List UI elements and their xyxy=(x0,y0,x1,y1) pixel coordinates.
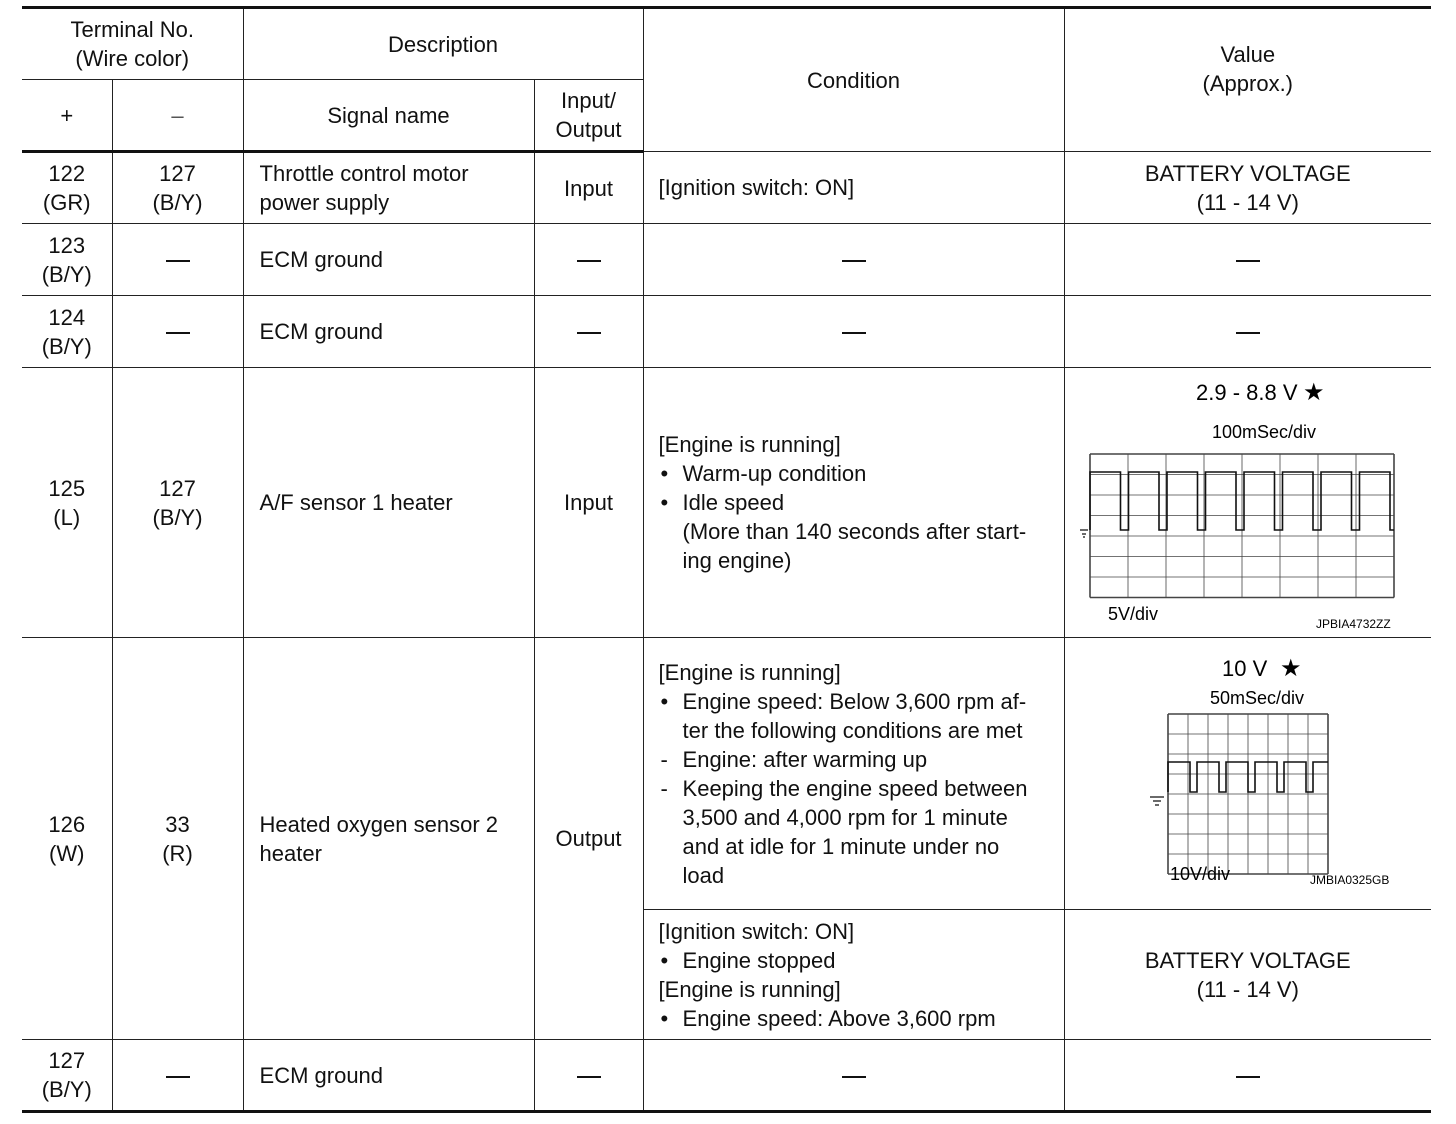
empty-dash xyxy=(1236,1076,1260,1078)
terminal-minus: 33 (R) xyxy=(112,638,243,1040)
signal-name: ECM ground xyxy=(243,296,534,368)
waveform-value-label: 2.9 - 8.8 V xyxy=(1195,379,1298,405)
empty-dash xyxy=(166,260,190,262)
header-minus: – xyxy=(112,80,243,152)
figure-code: JMBIA0325GB xyxy=(1309,872,1390,887)
table-row xyxy=(22,224,1431,296)
oscilloscope-waveform-af-heater xyxy=(1078,378,1418,628)
terminal-plus: 124 (B/Y) xyxy=(22,296,112,368)
condition xyxy=(643,368,1064,638)
condition-subitem: - Engine: after warming up xyxy=(660,746,928,772)
condition xyxy=(643,910,1064,1040)
empty-dash xyxy=(1236,260,1260,262)
ground-symbol-icon xyxy=(1150,797,1164,805)
empty-dash xyxy=(166,1076,190,1078)
terminal-plus: 123 (B/Y) xyxy=(22,224,112,296)
signal-name: A/F sensor 1 heater xyxy=(243,368,534,638)
table-row xyxy=(22,368,1431,638)
empty-dash xyxy=(577,332,601,334)
waveform-timebase: 100mSec/div xyxy=(1211,421,1316,442)
header-plus: + xyxy=(22,80,112,152)
empty-dash xyxy=(842,332,866,334)
terminal-plus: 122 (GR) xyxy=(22,152,112,224)
value-waveform-cell xyxy=(1064,638,1431,910)
terminal-plus: 125 (L) xyxy=(22,368,112,638)
condition-heading: [Ignition switch: ON] xyxy=(658,918,855,944)
terminal-spec-table xyxy=(22,6,1431,1113)
value xyxy=(1064,296,1431,368)
header-terminal: Terminal No. (Wire color) xyxy=(22,8,243,80)
empty-dash xyxy=(577,260,601,262)
condition-heading: [Engine is running] xyxy=(658,659,841,685)
condition xyxy=(643,296,1064,368)
figure-code: JPBIA4732ZZ xyxy=(1315,616,1391,628)
header-description: Description xyxy=(243,8,643,80)
condition xyxy=(643,224,1064,296)
empty-dash xyxy=(842,1076,866,1078)
signal-name: Throttle control motor power supply xyxy=(243,152,534,224)
condition-item: • Warm-up condition xyxy=(660,461,867,486)
hyphen-mark: - xyxy=(660,775,668,801)
io-type: Input xyxy=(534,368,643,638)
empty-dash xyxy=(577,1076,601,1078)
bullet-icon: • xyxy=(660,461,669,486)
oscilloscope-waveform-ho2s-heater xyxy=(1098,654,1398,894)
bullet-icon: • xyxy=(660,1005,669,1031)
star-icon: ★ xyxy=(1302,377,1325,406)
value: BATTERY VOLTAGE (11 - 14 V) xyxy=(1064,910,1431,1040)
value xyxy=(1064,224,1431,296)
condition-heading: [Engine is running] xyxy=(658,976,841,1002)
condition: [Ignition switch: ON] xyxy=(643,152,1064,224)
condition-subitem: - Keeping the engine speed between 3,500 and 4,000 rpm for 1 minute and at idle for 1 minute under no load xyxy=(660,775,1028,888)
terminal-minus xyxy=(112,224,243,296)
value-waveform-cell xyxy=(1064,368,1431,638)
value xyxy=(1064,1040,1431,1112)
star-icon: ★ xyxy=(1279,653,1302,682)
io-type: Input xyxy=(534,152,643,224)
waveform-grid xyxy=(1150,714,1328,874)
terminal-minus xyxy=(112,296,243,368)
bullet-icon: • xyxy=(660,490,669,515)
header-io: Input/ Output xyxy=(534,80,643,152)
table-row xyxy=(22,296,1431,368)
waveform-volts-per-div: 5V/div xyxy=(1107,603,1158,624)
empty-dash xyxy=(166,332,190,334)
ground-symbol-icon xyxy=(1080,530,1088,537)
condition xyxy=(643,1040,1064,1112)
empty-dash xyxy=(842,260,866,262)
table-row xyxy=(22,638,1431,910)
waveform-trace xyxy=(1168,762,1328,792)
io-type xyxy=(534,296,643,368)
terminal-minus: 127 (B/Y) xyxy=(112,152,243,224)
condition-item: • Engine speed: Below 3,600 rpm af- ter the following conditions are met xyxy=(660,688,1027,743)
table-row xyxy=(22,152,1431,224)
waveform-value-label: 10 V xyxy=(1221,655,1268,681)
header-signal-name: Signal name xyxy=(243,80,534,152)
table-row xyxy=(22,1040,1431,1112)
condition-heading: [Engine is running] xyxy=(658,432,841,457)
io-type: Output xyxy=(534,638,643,1040)
signal-name: ECM ground xyxy=(243,1040,534,1112)
header-value: Value (Approx.) xyxy=(1064,8,1431,152)
terminal-plus: 126 (W) xyxy=(22,638,112,1040)
hyphen-mark: - xyxy=(660,746,668,772)
terminal-minus xyxy=(112,1040,243,1112)
waveform-volts-per-div: 10V/div xyxy=(1169,863,1230,884)
signal-name: ECM ground xyxy=(243,224,534,296)
waveform-timebase: 50mSec/div xyxy=(1209,687,1304,708)
empty-dash xyxy=(1236,332,1260,334)
condition-item: • Engine speed: Above 3,600 rpm xyxy=(660,1005,996,1031)
condition-item: • Engine stopped xyxy=(660,947,836,973)
value: BATTERY VOLTAGE (11 - 14 V) xyxy=(1064,152,1431,224)
io-type xyxy=(534,224,643,296)
terminal-plus: 127 (B/Y) xyxy=(22,1040,112,1112)
header-condition: Condition xyxy=(643,8,1064,152)
io-type xyxy=(534,1040,643,1112)
signal-name: Heated oxygen sensor 2 heater xyxy=(243,638,534,1040)
bullet-icon: • xyxy=(660,947,669,973)
bullet-icon: • xyxy=(660,688,669,714)
waveform-grid xyxy=(1080,454,1394,598)
condition xyxy=(643,638,1064,910)
terminal-minus: 127 (B/Y) xyxy=(112,368,243,638)
condition-item: • Idle speed (More than 140 seconds after start- ing engine) xyxy=(660,490,1027,573)
